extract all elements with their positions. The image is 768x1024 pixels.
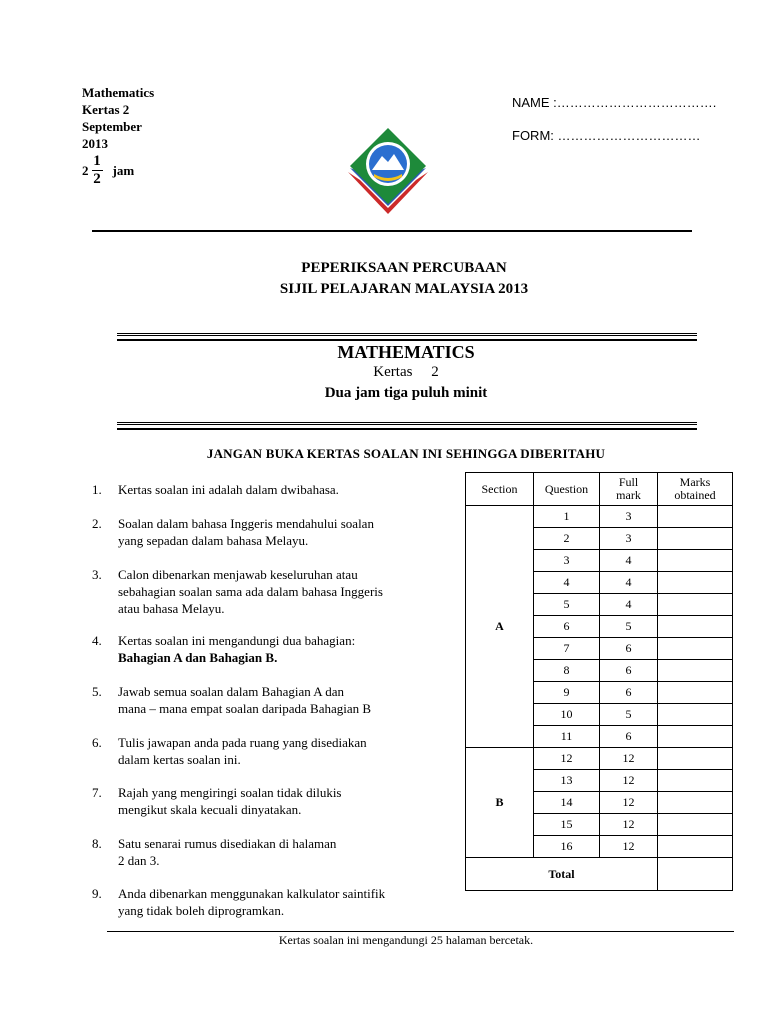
- marks-obtained-cell[interactable]: [658, 704, 733, 726]
- list-item: 8. Satu senarai rumus disediakan di halaman 2 dan 3.: [92, 836, 337, 868]
- paper-header: [82, 84, 154, 187]
- total-label: Total: [466, 858, 658, 891]
- table-row: 3 4: [466, 550, 733, 572]
- marks-table: [465, 472, 733, 891]
- table-row: 5 4: [466, 594, 733, 616]
- table-row: 2 3: [466, 528, 733, 550]
- double-rule-top: [117, 333, 697, 336]
- month-label: September: [82, 119, 142, 134]
- table-row: 11 6: [466, 726, 733, 748]
- double-rule-bottom: [117, 422, 697, 425]
- marks-obtained-cell[interactable]: [658, 550, 733, 572]
- marks-obtained-cell[interactable]: [658, 506, 733, 528]
- form-field[interactable]: FORM: ……………………………: [512, 128, 701, 143]
- table-row: 15 12: [466, 814, 733, 836]
- table-row: A 1 3: [466, 506, 733, 528]
- list-item: 1. Kertas soalan ini adalah dalam dwibahasa.: [92, 482, 339, 497]
- table-row: 14 12: [466, 792, 733, 814]
- paper-label: Kertas 2: [82, 102, 130, 117]
- warning-text: JANGAN BUKA KERTAS SOALAN INI SEHINGGA DIBERITAHU: [206, 446, 606, 461]
- table-row: 13 12: [466, 770, 733, 792]
- header-divider: [92, 230, 692, 232]
- list-item: 9. Anda dibenarkan menggunakan kalkulator saintifik yang tidak boleh diprogramkan.: [92, 886, 386, 918]
- list-item: 6. Tulis jawapan anda pada ruang yang disediakan dalam kertas soalan ini.: [92, 735, 367, 767]
- year-label: 2013: [82, 136, 108, 151]
- total-row: [466, 858, 733, 891]
- subject-label: Mathematics: [82, 85, 155, 100]
- footer-divider: [107, 931, 734, 932]
- paper-number: Kertas 2: [373, 364, 439, 380]
- list-item: 5. Jawab semua soalan dalam Bahagian A dan mana – mana empat soalan daripada Bahagian B: [92, 684, 372, 716]
- col-header-marks-obtained: Marks obtained: [658, 473, 733, 506]
- marks-obtained-cell[interactable]: [658, 726, 733, 748]
- marks-obtained-cell[interactable]: [658, 748, 733, 770]
- marks-obtained-cell[interactable]: [658, 836, 733, 858]
- duration-fraction: [92, 154, 103, 187]
- school-crest-icon: [346, 126, 430, 218]
- table-row: 16 12: [466, 836, 733, 858]
- list-item: 3. Calon dibenarkan menjawab keseluruhan atau sebahagian soalan sama ada dalam bahasa Inggeris atau bahasa Melayu.: [92, 567, 383, 616]
- duration-unit: jam: [112, 163, 135, 178]
- name-field[interactable]: NAME :……………………………….: [512, 95, 717, 110]
- table-row: 6 5: [466, 616, 733, 638]
- table-row: B 12 12: [466, 748, 733, 770]
- col-header-full-mark: Full mark: [600, 473, 658, 506]
- total-marks-cell[interactable]: [658, 858, 733, 891]
- table-header-row: [466, 473, 733, 506]
- fraction-numerator: 1: [93, 153, 101, 169]
- exam-title-line1: PEPERIKSAAN PERCUBAAN: [301, 260, 507, 276]
- marks-obtained-cell[interactable]: [658, 814, 733, 836]
- marks-obtained-cell[interactable]: [658, 792, 733, 814]
- marks-obtained-cell[interactable]: [658, 594, 733, 616]
- section-a-label: A: [466, 506, 534, 748]
- fraction-denominator: 2: [93, 171, 101, 187]
- table-row: 4 4: [466, 572, 733, 594]
- marks-obtained-cell[interactable]: [658, 660, 733, 682]
- marks-obtained-cell[interactable]: [658, 572, 733, 594]
- section-b-label: B: [466, 748, 534, 858]
- list-item: 4. Kertas soalan ini mengandungi dua bahagian: Bahagian A dan Bahagian B.: [92, 633, 356, 665]
- table-row: 9 6: [466, 682, 733, 704]
- duration: [82, 154, 154, 187]
- marks-obtained-cell[interactable]: [658, 638, 733, 660]
- col-header-question: Question: [534, 473, 600, 506]
- marks-obtained-cell[interactable]: [658, 770, 733, 792]
- list-item: 7. Rajah yang mengiringi soalan tidak dilukis mengikut skala kecuali dinyatakan.: [92, 785, 342, 817]
- table-row: 10 5: [466, 704, 733, 726]
- marks-obtained-cell[interactable]: [658, 616, 733, 638]
- table-row: 7 6: [466, 638, 733, 660]
- exam-title: [0, 258, 768, 300]
- page-count-note: Kertas soalan ini mengandungi 25 halaman bercetak.: [278, 933, 534, 947]
- exam-duration: Dua jam tiga puluh minit: [324, 385, 488, 401]
- duration-whole: 2: [82, 163, 89, 178]
- marks-obtained-cell[interactable]: [658, 528, 733, 550]
- col-header-section: Section: [466, 473, 534, 506]
- marks-obtained-cell[interactable]: [658, 682, 733, 704]
- exam-title-line2: SIJIL PELAJARAN MALAYSIA 2013: [279, 281, 529, 297]
- table-row: 8 6: [466, 660, 733, 682]
- subject-title: MATHEMATICS: [337, 342, 475, 362]
- list-item: 2. Soalan dalam bahasa Inggeris mendahului soalan yang sepadan dalam bahasa Melayu.: [92, 516, 374, 548]
